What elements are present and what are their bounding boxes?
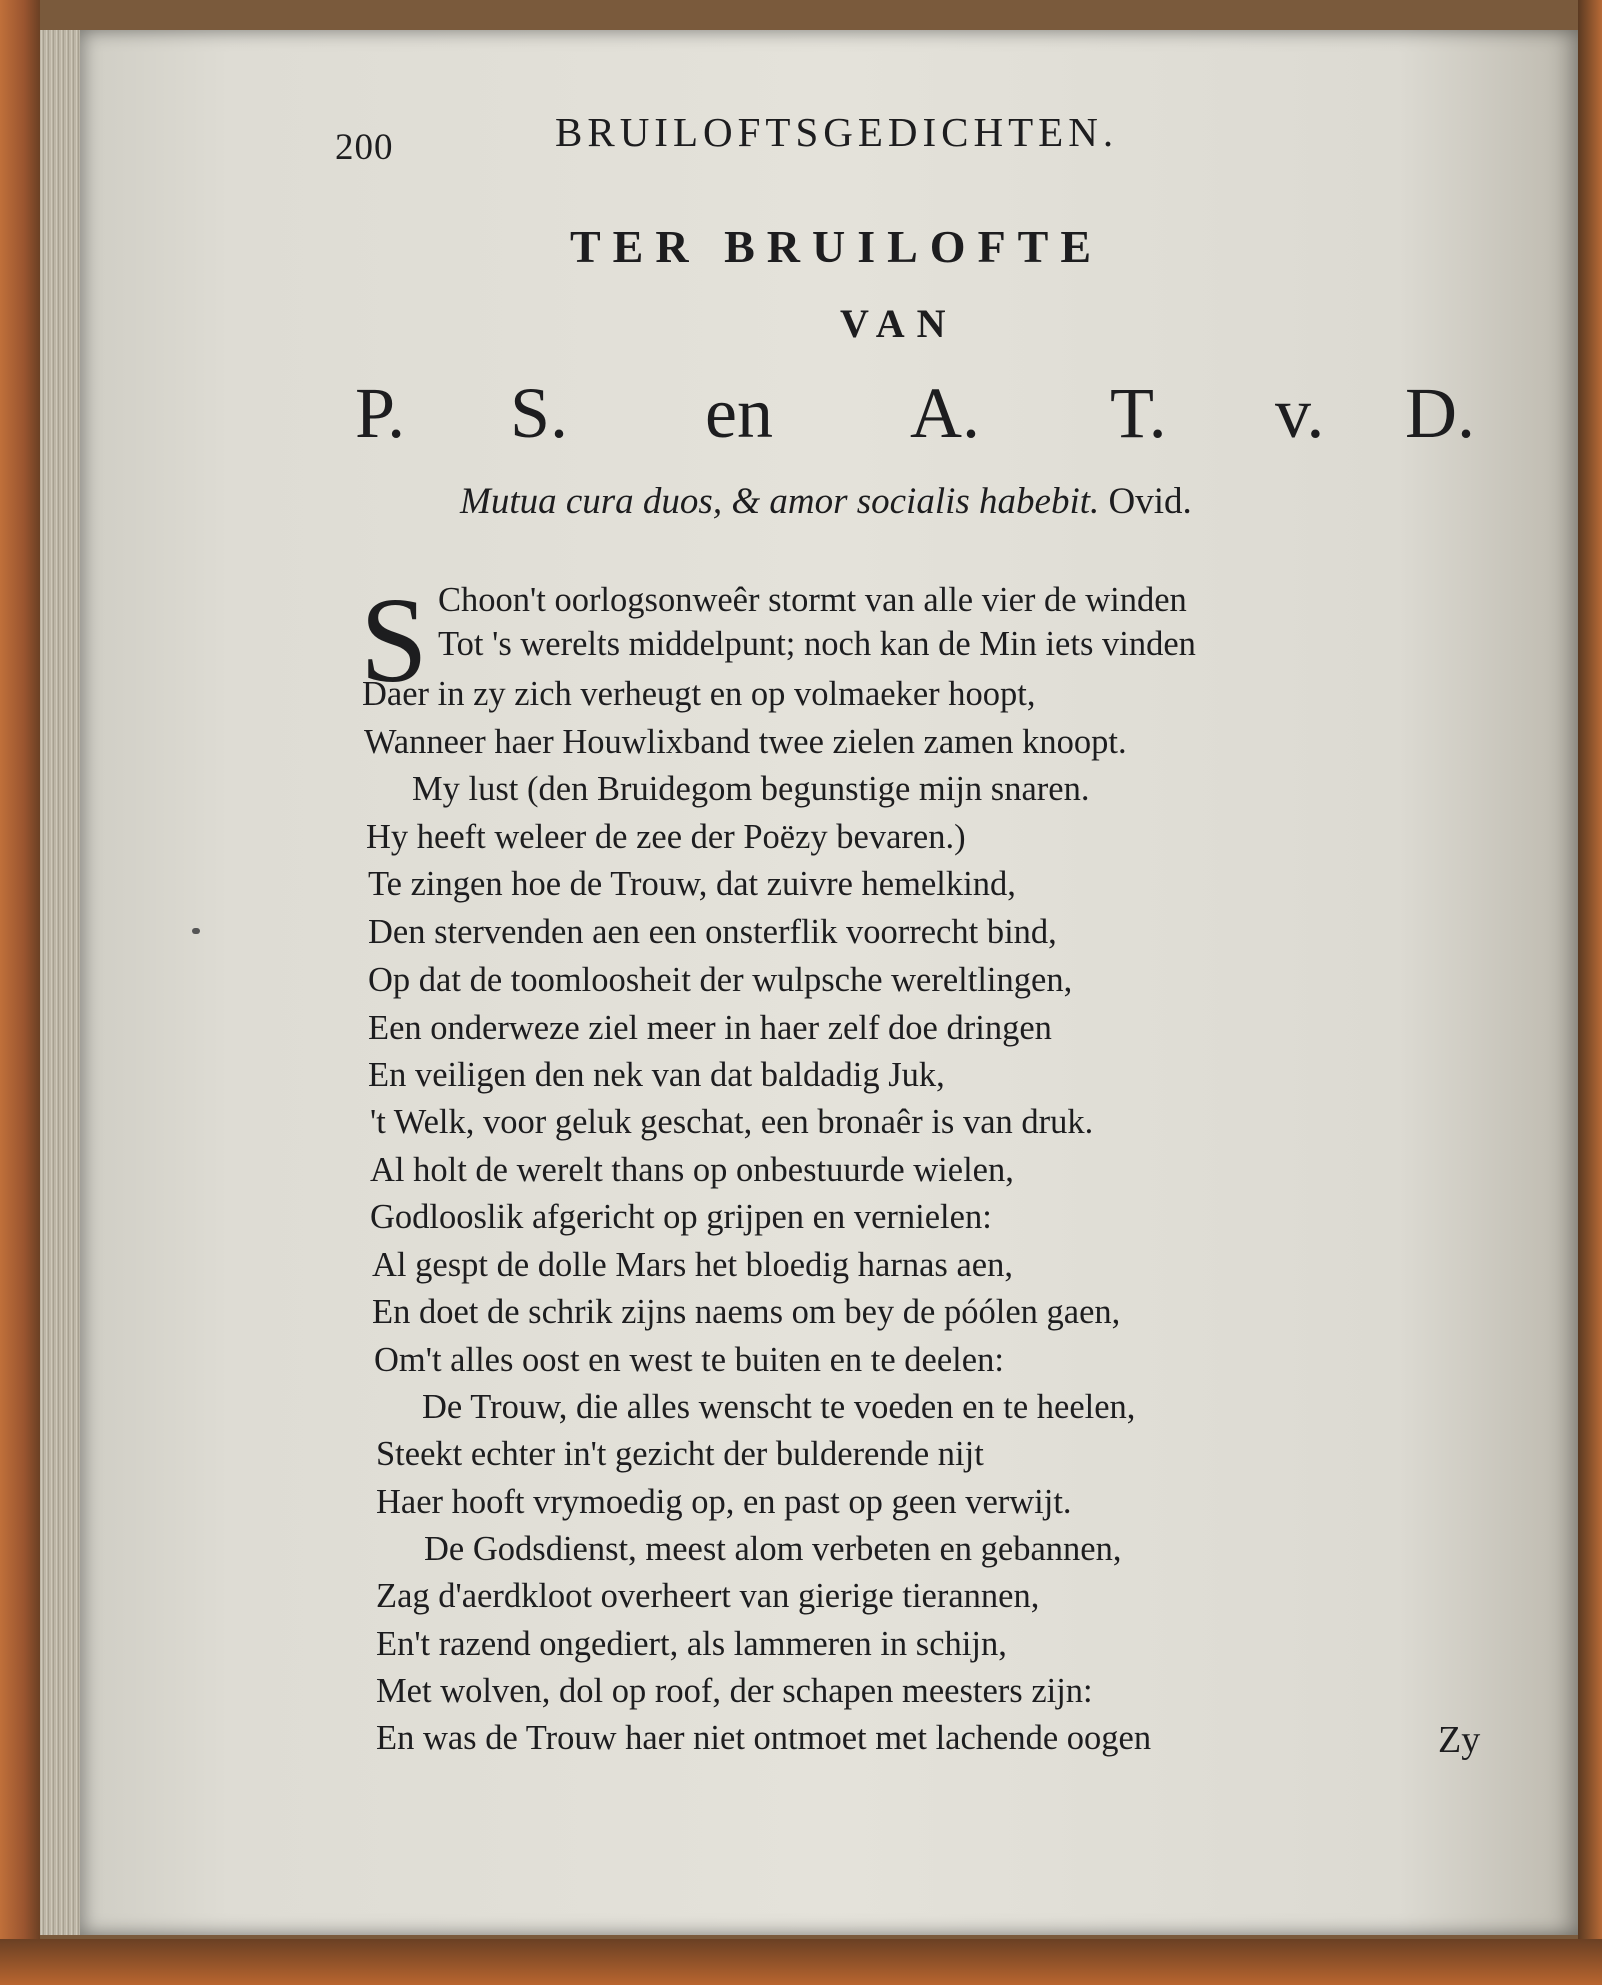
epigraph-author: Ovid. [1108,481,1192,522]
verse-line-9: Op dat de toomloosheit der wulpsche wereltlingen, [368,961,1073,999]
verse-line-23: En't razend ongediert, als lammeren in schijn, [376,1625,1007,1663]
epigraph [460,480,1192,523]
initial-4: T. [1110,373,1167,453]
initial-3: A. [910,373,980,453]
verse-line-21: De Godsdienst, meest alom verbeten en gebannen, [424,1530,1122,1568]
verse-line-13: Al holt de werelt thans op onbestuurde wielen, [370,1151,1014,1189]
epigraph-text: Mutua cura duos, & amor socialis habebit. [460,481,1100,522]
verse-line-19: Steekt echter in't gezicht der bulderende nijt [376,1435,984,1473]
poem-title-line1: TER BRUILOFTE [570,221,1104,272]
initial-conjunction: en [705,373,773,453]
verse-line-10: Een onderweze ziel meer in haer zelf doe dringen [368,1009,1052,1047]
initial-1: P. [355,373,406,453]
verse-line-1: Choon't oorlogsonweêr stormt van alle vier de winden [438,581,1187,619]
initial-6: D. [1405,373,1475,453]
initial-2: S. [510,373,569,453]
verse-line-18: De Trouw, die alles wenscht te voeden en te heelen, [422,1388,1136,1426]
verse-line-2: Tot 's werelts middelpunt; noch kan de Min iets vinden [438,625,1196,663]
book-cover-right [1578,0,1602,1985]
book-cover-left [0,0,40,1985]
verse-line-8: Den stervenden aen een onsterflik voorrecht bind, [368,913,1057,951]
page-number: 200 [335,127,394,168]
verse-line-7: Te zingen hoe de Trouw, dat zuivre hemelkind, [368,865,1016,903]
verse-line-6: Hy heeft weleer de zee der Poëzy bevaren.) [366,818,966,856]
verse-line-20: Haer hooft vrymoedig op, en past op geen verwijt. [376,1483,1072,1521]
ink-smudge [192,928,200,934]
verse-line-5: My lust (den Bruidegom begunstige mijn snaren. [412,770,1090,808]
verse-line-11: En veiligen den nek van dat baldadig Juk, [368,1056,945,1094]
verse-line-16: En doet de schrik zijns naems om bey de póólen gaen, [372,1293,1121,1331]
verse-line-25: En was de Trouw haer niet ontmoet met lachende oogen [376,1719,1152,1757]
couple-initials [355,372,1475,462]
initial-5: v. [1275,373,1325,453]
verse-line-22: Zag d'aerdkloot overheert van gierige tierannen, [376,1577,1040,1615]
verse-line-3: Daer in zy zich verheugt en op volmaeker hoopt, [362,675,1036,713]
verse-line-17: Om't alles oost en west te buiten en te deelen: [374,1341,1004,1379]
verse-line-24: Met wolven, dol op roof, der schapen meesters zijn: [376,1672,1093,1710]
poem-title-line2: VAN [840,301,958,346]
verse-line-14: Godlooslik afgericht op grijpen en vernielen: [370,1198,992,1236]
catchword: Zy [1438,1719,1481,1761]
running-title: BRUILOFTSGEDICHTEN. [555,109,1119,155]
verse-line-12: 't Welk, voor geluk geschat, een bronaêr is van druk. [370,1103,1094,1141]
book-cover-bottom [0,1939,1602,1985]
verse-line-4: Wanneer haer Houwlixband twee zielen zamen knoopt. [364,723,1127,761]
verse-line-15: Al gespt de dolle Mars het bloedig harnas aen, [372,1246,1013,1284]
drop-cap: S [360,573,428,708]
